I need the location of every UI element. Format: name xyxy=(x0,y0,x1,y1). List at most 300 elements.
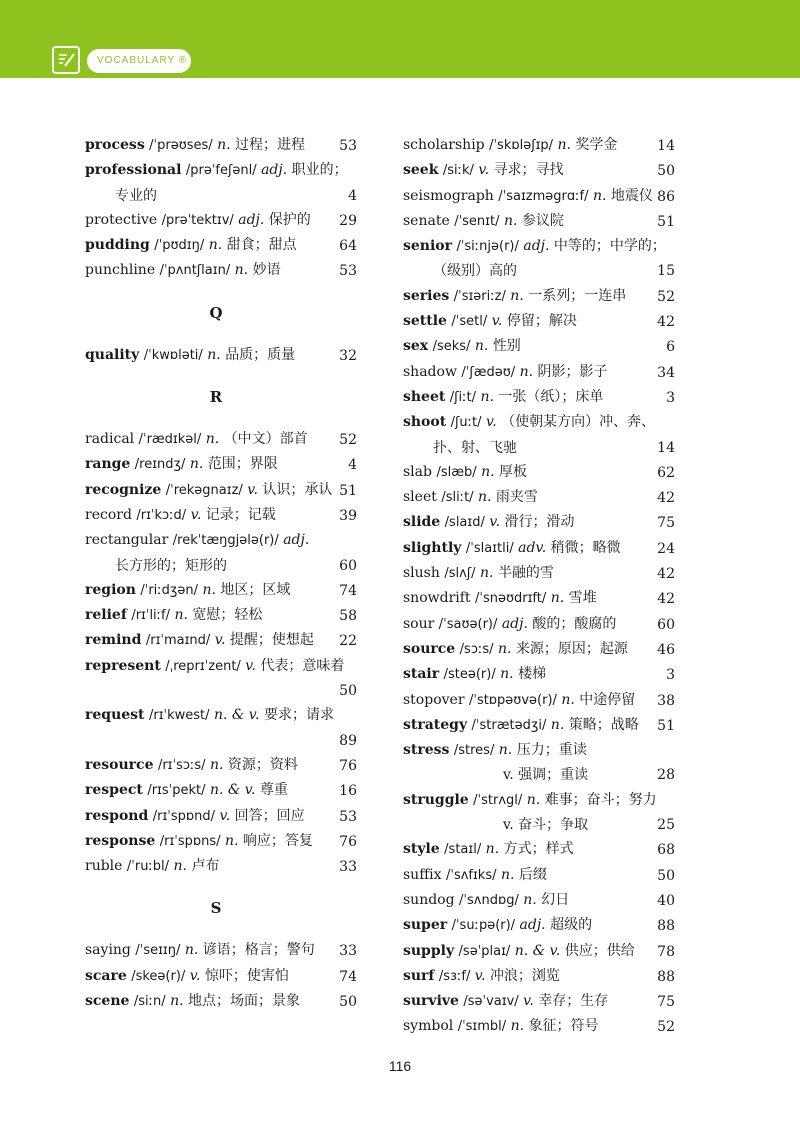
entry-definition: （使朝某方向）冲、奔、 xyxy=(501,414,656,431)
vocab-entry xyxy=(403,964,675,989)
entry-page-number: 50 xyxy=(339,994,357,1011)
entry-part-of-speech: n. & v. xyxy=(209,782,256,799)
entry-definition-continued: v. 奋斗；争取 xyxy=(503,817,589,834)
vocab-entry xyxy=(85,804,357,829)
vocab-entry xyxy=(403,888,675,913)
vocab-entry xyxy=(85,654,357,704)
vocab-entry xyxy=(85,158,357,208)
entry-definition: 品质；质量 xyxy=(225,346,296,363)
entry-definition: 超级的 xyxy=(550,917,593,934)
entry-part-of-speech: n. & v. xyxy=(213,707,260,724)
entry-definition: 来源；原因；起源 xyxy=(515,640,628,657)
vocab-entry xyxy=(403,133,675,158)
vocab-entry xyxy=(85,578,357,603)
entry-word: senate xyxy=(403,212,450,229)
vocab-entry xyxy=(85,603,357,628)
entry-page-number: 4 xyxy=(348,457,357,474)
entry-pronunciation: /prəˈtektɪv/ xyxy=(161,212,234,228)
entry-part-of-speech: n. xyxy=(557,137,571,153)
entry-pronunciation: /slæb/ xyxy=(436,464,477,480)
entry-definition: 策略；战略 xyxy=(568,716,639,733)
entry-word: senior xyxy=(403,238,452,255)
entry-definition: 滑行；滑动 xyxy=(504,514,575,531)
entry-part-of-speech: n. xyxy=(480,565,494,582)
entry-word: symbol xyxy=(403,1018,454,1035)
vocab-entry xyxy=(403,586,675,611)
entry-part-of-speech: n. xyxy=(550,716,565,733)
entry-part-of-speech: n. xyxy=(217,137,231,153)
entry-pronunciation: /ˈsʌfɪks/ xyxy=(445,867,497,883)
entry-pronunciation: /ˈseɪɪŋ/ xyxy=(135,943,181,959)
entry-part-of-speech: v. xyxy=(474,967,486,984)
entry-word: series xyxy=(403,287,450,304)
entry-page-number: 42 xyxy=(657,566,675,583)
entry-part-of-speech: n. xyxy=(478,489,492,506)
entry-definition: 酸的；酸腐的 xyxy=(532,615,617,632)
entry-pronunciation: /prəˈfeʃənl/ xyxy=(185,163,257,179)
entry-definition: 宽慰；轻松 xyxy=(192,607,263,624)
vocab-entry xyxy=(403,989,675,1014)
entry-pronunciation: /steə(r)/ xyxy=(443,667,496,683)
vocab-entry xyxy=(85,343,357,368)
entry-pronunciation: /ˈprəʊses/ xyxy=(149,138,213,153)
entry-word: super xyxy=(403,917,448,934)
entry-part-of-speech: n. xyxy=(497,640,512,657)
entry-word: represent xyxy=(85,657,161,674)
entry-word: stress xyxy=(403,742,450,759)
entry-part-of-speech: n. xyxy=(561,691,575,708)
entry-page-number: 40 xyxy=(657,892,675,909)
vocab-entry xyxy=(403,234,675,284)
entry-word: strategy xyxy=(403,716,468,733)
notebook-pen-icon xyxy=(52,46,80,74)
entry-definition: 雪堆 xyxy=(568,590,597,607)
entry-definition: 幸存；生存 xyxy=(538,993,609,1010)
entry-pronunciation: /seks/ xyxy=(432,339,471,355)
entry-part-of-speech: n. xyxy=(234,262,249,279)
entry-part-of-speech: v. xyxy=(478,162,490,179)
entry-definition-continued: 专业的 xyxy=(115,187,157,204)
entry-word: request xyxy=(85,707,145,724)
entry-word: saying xyxy=(85,942,131,959)
entry-page-number: 53 xyxy=(339,808,357,825)
entry-pronunciation: /ˈskɒləʃɪp/ xyxy=(489,138,554,153)
entry-pronunciation: /ˈsʌndɒg/ xyxy=(459,892,519,908)
entry-definition: 甜食；甜点 xyxy=(226,237,297,254)
entry-page-number: 34 xyxy=(657,364,675,381)
entry-part-of-speech: v. xyxy=(489,514,501,531)
entry-pronunciation: /rɪˈspɒnd/ xyxy=(152,808,215,824)
entry-pronunciation: /sɔːs/ xyxy=(459,641,494,657)
entry-word: resource xyxy=(85,756,154,773)
entry-word: shoot xyxy=(403,414,447,431)
entry-pronunciation: /ˈsaɪzməgrɑːf/ xyxy=(498,188,589,204)
entry-definition: 寻求；寻找 xyxy=(493,162,564,179)
entry-part-of-speech: n. xyxy=(207,346,221,363)
entry-page-number: 50 xyxy=(339,683,357,700)
vocab-entry xyxy=(85,258,357,283)
entry-word: survive xyxy=(403,993,459,1010)
entry-part-of-speech: n. xyxy=(173,858,187,875)
entry-pronunciation: /rɪˈmaɪnd/ xyxy=(145,633,211,649)
entry-page-number: 51 xyxy=(657,717,675,734)
entry-word: ruble xyxy=(85,858,123,875)
entry-pronunciation: /ˈsenɪt/ xyxy=(454,213,500,229)
entry-definition: 雨夹雪 xyxy=(495,489,538,506)
entry-page-number: 42 xyxy=(657,591,675,608)
entry-page-number: 42 xyxy=(657,490,675,507)
entry-page-number: 42 xyxy=(657,314,675,331)
entry-page-number: 32 xyxy=(339,347,357,364)
entry-definition: 谚语；格言；警句 xyxy=(202,942,315,959)
entry-word: record xyxy=(85,506,132,523)
entry-page-number: 50 xyxy=(657,867,675,884)
header-bar xyxy=(0,0,800,78)
vocab-entry xyxy=(85,703,357,753)
entry-pronunciation: /ˈrædɪkəl/ xyxy=(138,432,202,448)
entry-definition: 阴影；影子 xyxy=(537,363,608,380)
entry-pronunciation: /ˈslaɪtli/ xyxy=(465,540,514,556)
entry-pronunciation: /ʃiːt/ xyxy=(449,389,477,405)
entry-word: settle xyxy=(403,313,447,330)
vocab-entry xyxy=(403,385,675,410)
entry-page-number: 24 xyxy=(657,540,675,557)
entry-page-number: 39 xyxy=(339,507,357,524)
vocab-entry xyxy=(403,485,675,510)
vocab-entry xyxy=(403,939,675,964)
entry-part-of-speech: n. xyxy=(503,212,518,229)
entry-page-number: 28 xyxy=(657,767,675,784)
entry-part-of-speech: v. xyxy=(247,481,258,498)
vocab-entry xyxy=(85,478,357,503)
entry-pronunciation: /ˈsɪmbl/ xyxy=(457,1019,507,1035)
entry-pronunciation: /rɪˈspɒns/ xyxy=(159,833,221,849)
entry-word: radical xyxy=(85,431,135,448)
entry-page-number: 68 xyxy=(657,842,675,859)
entry-pronunciation: /ˈstrætədʒi/ xyxy=(471,717,547,733)
entry-page-number: 14 xyxy=(657,439,675,456)
entry-pronunciation: /sliːt/ xyxy=(441,490,474,506)
entry-part-of-speech: n. xyxy=(526,791,541,808)
entry-part-of-speech: n. & v. xyxy=(514,942,561,959)
vocab-entry xyxy=(403,510,675,535)
entry-word: sour xyxy=(403,615,435,632)
entry-page-number: 51 xyxy=(657,213,675,230)
vocab-entry xyxy=(403,837,675,862)
entry-definition: 记录；记载 xyxy=(205,506,276,523)
entry-part-of-speech: adj. xyxy=(519,917,546,934)
entry-page-number: 14 xyxy=(657,138,675,154)
vocab-entry xyxy=(403,536,675,561)
vocab-entry xyxy=(403,334,675,359)
entry-pronunciation: /ˈsetl/ xyxy=(451,314,488,330)
entry-pronunciation: /rɪˈkwest/ xyxy=(148,708,210,724)
vocab-entry xyxy=(403,913,675,938)
entry-part-of-speech: v. xyxy=(189,967,201,984)
entry-part-of-speech: adv. xyxy=(518,539,547,556)
entry-part-of-speech: adj. xyxy=(238,211,265,228)
entry-word: professional xyxy=(85,162,182,179)
section-letter: S xyxy=(210,899,222,918)
entry-word: seek xyxy=(403,162,439,179)
entry-definition: 尊重 xyxy=(259,782,288,799)
entry-page-number: 88 xyxy=(657,918,675,935)
entry-definition: 象征；符号 xyxy=(528,1018,599,1035)
entry-pronunciation: /rɪˈliːf/ xyxy=(131,608,171,624)
vocab-entry xyxy=(403,688,675,713)
entry-part-of-speech: adj. xyxy=(283,532,310,549)
entry-pronunciation: /staɪl/ xyxy=(444,842,482,858)
vocab-entry xyxy=(85,854,357,879)
entry-page-number: 16 xyxy=(339,783,357,800)
entry-definition: 压力；重读 xyxy=(516,742,587,759)
entry-word: response xyxy=(85,832,156,849)
entry-definition: 后缀 xyxy=(518,866,547,883)
entry-pronunciation: /ˈsnəʊdrɪft/ xyxy=(475,591,547,607)
entry-definition: （中文）部首 xyxy=(223,431,308,448)
entry-pronunciation: /ʃuːt/ xyxy=(450,415,482,431)
entry-page-number: 53 xyxy=(339,263,357,280)
vocab-entry xyxy=(85,503,357,528)
entry-pronunciation: /rɪsˈpekt/ xyxy=(147,783,206,799)
entry-pronunciation: /ˈruːbl/ xyxy=(126,859,170,875)
entry-definition: 厚板 xyxy=(498,463,527,480)
vocab-entry xyxy=(403,309,675,334)
entry-pronunciation: /reɪndʒ/ xyxy=(134,457,186,473)
entry-definition: 职业的； xyxy=(291,162,348,179)
entry-word: slush xyxy=(403,565,440,582)
entry-word: struggle xyxy=(403,791,469,808)
vocab-entry xyxy=(403,738,675,788)
entry-pronunciation: /slaɪd/ xyxy=(444,515,485,531)
entry-word: shadow xyxy=(403,363,457,380)
entry-page-number: 62 xyxy=(657,464,675,481)
entry-word: rectangular xyxy=(85,532,169,549)
entry-word: slightly xyxy=(403,539,462,556)
right-column xyxy=(403,133,675,1040)
entry-pronunciation: /ˈsɪəriːz/ xyxy=(453,288,506,304)
entry-part-of-speech: n. xyxy=(480,388,494,405)
left-column xyxy=(85,133,357,1014)
entry-word: supply xyxy=(403,942,455,959)
entry-pronunciation: /ˈsaʊə(r)/ xyxy=(438,616,498,632)
entry-part-of-speech: adj. xyxy=(501,615,528,632)
entry-pronunciation: /ˈsiːnjə(r)/ xyxy=(456,239,519,255)
vocab-entry xyxy=(85,753,357,778)
entry-pronunciation: /ˈpʊdɪŋ/ xyxy=(154,238,205,254)
entry-pronunciation: /ˈriːdʒən/ xyxy=(140,582,199,598)
entry-definition: 一张（纸）；床单 xyxy=(498,388,604,405)
entry-definition-continued: v. 强调；重读 xyxy=(503,767,589,784)
entry-page-number: 58 xyxy=(339,608,357,625)
entry-word: sheet xyxy=(403,388,446,405)
entry-page-number: 38 xyxy=(657,692,675,709)
entry-pronunciation: /ˈrekəgnaɪz/ xyxy=(165,482,243,498)
entry-pronunciation: /ˈpʌntʃlaɪn/ xyxy=(159,263,231,279)
entry-definition: 半融的雪 xyxy=(497,565,554,582)
vocab-entry xyxy=(85,208,357,233)
entry-word: respect xyxy=(85,782,143,799)
entry-part-of-speech: n. xyxy=(498,742,513,759)
entry-page-number: 50 xyxy=(657,163,675,180)
entry-definition: 惊吓；使害怕 xyxy=(204,967,289,984)
entry-word: snowdrift xyxy=(403,590,471,607)
entry-definition: 中途停留 xyxy=(579,691,636,708)
entry-word: source xyxy=(403,640,456,657)
vocab-entry xyxy=(403,360,675,385)
entry-page-number: 74 xyxy=(339,968,357,985)
entry-pronunciation: /ˌreprɪˈzent/ xyxy=(165,658,241,674)
entry-definition: 地震仪 xyxy=(610,187,653,204)
entry-word: process xyxy=(85,137,145,153)
entry-part-of-speech: n. xyxy=(170,993,184,1010)
vocab-entry xyxy=(85,964,357,989)
entry-part-of-speech: n. xyxy=(481,463,495,480)
entry-word: slide xyxy=(403,514,441,531)
entry-part-of-speech: n. xyxy=(474,338,489,355)
entry-part-of-speech: n. xyxy=(174,607,188,624)
entry-part-of-speech: n. xyxy=(550,590,565,607)
vocab-entry xyxy=(403,713,675,738)
entry-part-of-speech: n. xyxy=(209,756,224,773)
entry-part-of-speech: n. xyxy=(208,237,223,254)
vocab-entry xyxy=(85,778,357,803)
entry-word: sleet xyxy=(403,489,437,506)
entry-page-number: 53 xyxy=(339,138,357,154)
entry-pronunciation: /rɪˈsɔːs/ xyxy=(157,757,206,773)
entry-part-of-speech: adj. xyxy=(523,238,550,255)
entry-part-of-speech: n. xyxy=(224,832,239,849)
entry-word: recognize xyxy=(85,481,162,498)
page-number: 116 xyxy=(388,1058,412,1074)
vocab-entry xyxy=(85,233,357,258)
vocab-entry xyxy=(85,528,357,578)
entry-definition: 方式；样式 xyxy=(503,841,574,858)
vocab-entry xyxy=(403,209,675,234)
entry-word: stopover xyxy=(403,691,465,708)
entry-page-number: 86 xyxy=(657,188,675,205)
entry-page-number: 3 xyxy=(666,389,675,406)
entry-definition: 妙语 xyxy=(252,262,281,279)
entry-part-of-speech: n. xyxy=(205,431,220,448)
entry-page-number: 3 xyxy=(666,667,675,684)
entry-page-number: 52 xyxy=(339,432,357,449)
entry-definition: 代表；意味着 xyxy=(260,657,345,674)
entry-word: respond xyxy=(85,807,149,824)
vocab-entry xyxy=(403,788,675,838)
vocab-entry xyxy=(85,989,357,1014)
vocab-entry xyxy=(403,637,675,662)
vocab-entry xyxy=(403,1014,675,1039)
entry-pronunciation: /sɜːf/ xyxy=(438,968,471,984)
entry-part-of-speech: adj. xyxy=(261,162,288,179)
entry-page-number: 60 xyxy=(339,557,357,574)
entry-word: range xyxy=(85,456,131,473)
entry-definition-continued: 扑、射、飞驰 xyxy=(433,439,517,456)
vocab-entry xyxy=(403,158,675,183)
entry-definition: 资源；资料 xyxy=(227,756,298,773)
entry-definition-continued xyxy=(85,729,327,753)
entry-page-number: 89 xyxy=(339,732,357,749)
entry-pronunciation: /skeə(r)/ xyxy=(131,968,186,984)
entry-definition-continued: （级别）高的 xyxy=(433,263,517,280)
vocab-entry xyxy=(403,662,675,687)
entry-page-number: 74 xyxy=(339,582,357,599)
entry-pronunciation: /ˈʃædəʊ/ xyxy=(461,364,516,380)
entry-pronunciation: /ˈstrʌgl/ xyxy=(473,792,523,808)
entry-pronunciation: /rekˈtæŋgjələ(r)/ xyxy=(172,533,279,549)
entry-definition: 保护的 xyxy=(268,211,311,228)
entry-word: surf xyxy=(403,967,435,984)
entry-definition: 幻日 xyxy=(541,891,570,908)
entry-definition: 稍微；略微 xyxy=(550,539,621,556)
entry-definition: 地点；场面；景象 xyxy=(188,993,300,1010)
entry-word: scare xyxy=(85,967,127,984)
entry-pronunciation: /səˈplaɪ/ xyxy=(458,943,511,959)
entry-pronunciation: /səˈvaɪv/ xyxy=(463,994,519,1010)
entry-definition: 范围；界限 xyxy=(207,456,278,473)
vocab-entry xyxy=(85,133,357,158)
entry-part-of-speech: v. xyxy=(219,807,231,824)
entry-word: sundog xyxy=(403,891,455,908)
vocab-entry xyxy=(403,184,675,209)
entry-part-of-speech: n. xyxy=(510,1018,525,1035)
entry-definition: 响应；答复 xyxy=(242,832,313,849)
entry-part-of-speech: n. xyxy=(510,287,524,304)
entry-definition: 性别 xyxy=(492,338,521,355)
vocab-entry xyxy=(403,284,675,309)
entry-part-of-speech: n. xyxy=(519,363,534,380)
section-label: VOCABULARY ® xyxy=(87,49,191,73)
entry-page-number: 6 xyxy=(666,339,675,356)
entry-page-number: 25 xyxy=(657,817,675,834)
vocab-entry xyxy=(403,863,675,888)
entry-word: scholarship xyxy=(403,137,485,153)
entry-pronunciation: /stres/ xyxy=(453,743,495,759)
entry-page-number: 46 xyxy=(657,641,675,658)
entry-definition: 认识；承认 xyxy=(262,481,333,498)
section-letter: Q xyxy=(209,303,223,322)
entry-word: sex xyxy=(403,338,429,355)
entry-definition: 参议院 xyxy=(521,212,564,229)
entry-part-of-speech: n. xyxy=(184,942,199,959)
vocab-entry xyxy=(403,460,675,485)
entry-part-of-speech: v. xyxy=(485,414,497,431)
entry-part-of-speech: v. xyxy=(214,632,226,649)
entry-page-number: 52 xyxy=(657,288,675,305)
entry-page-number: 78 xyxy=(657,943,675,960)
entry-definition: 难事；奋斗；努力 xyxy=(544,791,657,808)
entry-word: remind xyxy=(85,632,142,649)
entry-pronunciation: /siːk/ xyxy=(442,163,474,179)
entry-word: relief xyxy=(85,607,127,624)
entry-definition: 奖学金 xyxy=(575,137,618,153)
entry-page-number: 33 xyxy=(339,859,357,876)
entry-page-number: 76 xyxy=(339,757,357,774)
entry-part-of-speech: n. xyxy=(523,891,537,908)
entry-word: seismograph xyxy=(403,187,494,204)
entry-page-number: 88 xyxy=(657,968,675,985)
entry-word: scene xyxy=(85,993,130,1010)
entry-word: stair xyxy=(403,666,440,683)
entry-part-of-speech: v. xyxy=(190,506,202,523)
entry-pronunciation: /ˈkwɒləti/ xyxy=(143,347,203,363)
entry-page-number: 75 xyxy=(657,994,675,1011)
entry-page-number: 76 xyxy=(339,833,357,850)
entry-definition: 回答；回应 xyxy=(234,807,305,824)
vocab-entry xyxy=(403,612,675,637)
entry-pronunciation: /rɪˈkɔːd/ xyxy=(136,507,187,523)
